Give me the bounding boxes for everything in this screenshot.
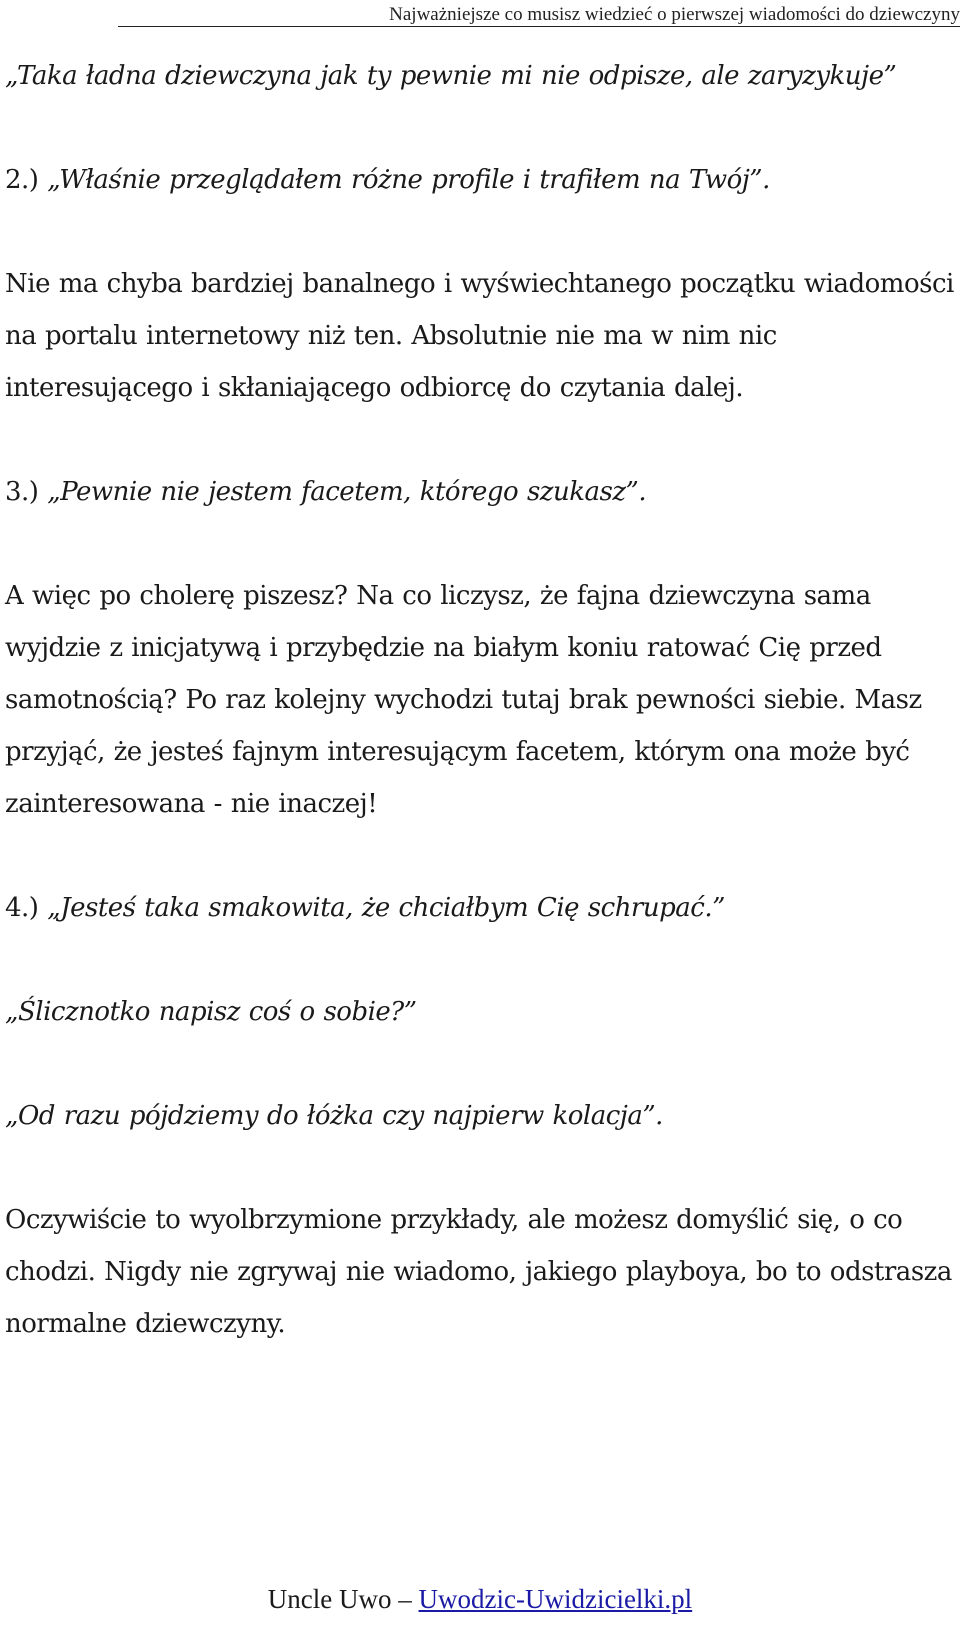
page-footer <box>0 1582 960 1616</box>
footer-author: Uncle Uwo – <box>267 1584 419 1614</box>
document-body <box>5 50 955 1402</box>
running-header <box>118 4 960 27</box>
footer-site-link[interactable]: Uwodzic-Uwidzicielki.pl <box>418 1584 693 1614</box>
example-quote-5: „Ślicznotko napisz coś o sobie?” <box>5 997 417 1027</box>
commentary-paragraph-1: Nie ma chyba bardziej banalnego i wyświechtanego początku wiadomości na portalu internetowy niż ten. Absolutnie nie ma w nim nic interesującego i skłaniającego odbiorcę do czytania dalej. <box>5 269 954 403</box>
example-quote-1: „Taka ładna dziewczyna jak ty pewnie mi nie odpisze, ale zaryzykuje” <box>5 61 897 91</box>
item-quote: „Właśnie przeglądałem różne profile i trafiłem na Twój”. <box>47 165 770 195</box>
item-number: 3.) <box>5 477 48 507</box>
header-title: Najważniejsze co musisz wiedzieć o pierwszej wiadomości do dziewczyny <box>389 4 960 25</box>
example-item-2 <box>5 154 955 206</box>
example-quote-6: „Od razu pójdziemy do łóżka czy najpierw kolacja”. <box>5 1101 663 1131</box>
example-item-3 <box>5 466 955 518</box>
commentary-paragraph-3: Oczywiście to wyolbrzymione przykłady, ale możesz domyślić się, o co chodzi. Nigdy nie zgrywaj nie wiadomo, jakiego playboya, bo to odstrasza normalne dziewczyny. <box>5 1205 952 1339</box>
item-number: 4.) <box>5 893 48 923</box>
item-quote: „Pewnie nie jestem facetem, którego szukasz”. <box>47 477 647 507</box>
commentary-paragraph-2: A więc po cholerę piszesz? Na co liczysz, że fajna dziewczyna sama wyjdzie z inicjatywą i przybędzie na białym koniu ratować Cię przed samotnością? Po raz kolejny wychodzi tutaj brak pewności siebie. Masz przyjąć, że jesteś fajnym interesującym facetem, którym ona może być zainteresowana - nie inaczej! <box>5 581 922 819</box>
item-quote: „Jesteś taka smakowita, że chciałbym Cię schrupać.” <box>47 893 725 923</box>
item-number: 2.) <box>5 165 48 195</box>
example-item-4 <box>5 882 955 934</box>
